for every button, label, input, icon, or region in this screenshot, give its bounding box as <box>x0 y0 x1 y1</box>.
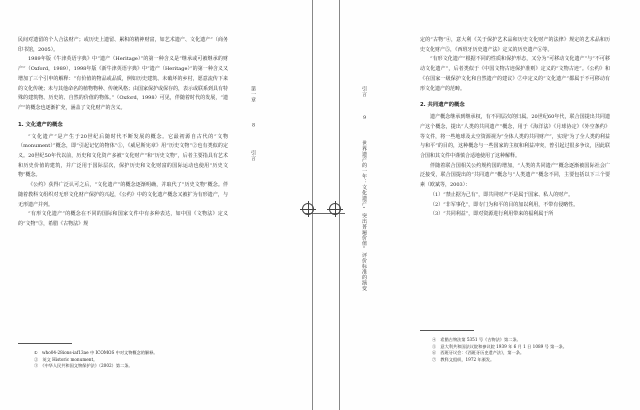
right-footnote: ⑦ 教科文组织，1972 年颁发。 <box>432 356 495 362</box>
left-section-heading: 1. 文化遗产的概念 <box>18 121 63 128</box>
left-paragraph-1: 民间对遗留的个人合法财产；或历史上遗留、累积的精神财富，如艺术遗产、文化遗产”（商务印书馆，2005）。 <box>18 37 228 53</box>
book-title: 世界遗产的一年：文化遗产“突出普遍价值”评价标准的演变 <box>361 140 367 291</box>
right-section-heading: 2. 共同遗产的概念 <box>420 102 465 109</box>
registration-mark-icon <box>302 203 314 215</box>
left-footnote-rule <box>18 343 72 344</box>
left-page-number: 8 <box>251 123 256 129</box>
right-list-item-1: （1）“禁止据为己有”，即共同财产不是属于国家、私人的财产。 <box>430 191 574 198</box>
left-paragraph-2: 1989年版《牛津英语字典》中“遗产（Heritage）”的第一种含义是“继承或可被继承的财产”（Oxford，1989），1998年版《新牛津英语字典》中“遗产（Heritage）”的第一种含义又增加了三个引申的解释：“有价值的物品或品质，例如历史建筑、未破坏的乡村，愿意流传下来的文化传统；未与其他命名的植物物种、传统风格；由国家保护或保存的，表示或联系到具有特殊的建筑物、历史的、自然的价值的物体。”（Oxford，1998）可见，伴随着时代的发展，“遗产”的概念也逐渐扩充，涵盖了文化财产的含义。 <box>18 56 229 111</box>
chapter-title: 引言 <box>250 150 256 161</box>
left-running-header <box>249 86 257 161</box>
right-footnotes <box>432 337 567 363</box>
right-paragraph-1: 定的“古物”④，意大利《关于保护艺术品和历史文化财产的法律》规定的艺术品和历史文化财产⑤，《西班牙历史遗产法》定义的历史遗产⑥等。 <box>420 37 610 53</box>
left-footnote: ② 英文 Historic monument。 <box>34 356 98 362</box>
right-footnote: ⑤ 意大利共和国法议院和参议院 1939 年 6 月 1 日 1089 号 第一条。 <box>432 343 567 349</box>
right-list-item-2: （2）“非军事化”，即专门为和平的目的加以利用，不带有侵略性。 <box>430 201 579 208</box>
left-section-paragraph-3: “有形文化遗产”的概念在不同的国际和国家文件中有多种表达，如中国《文物法》定义的“文物”③，希腊《古物法》规 <box>18 211 228 227</box>
right-list-item-3: （3）“共同利益”，即对资源进行利用带来的福利属于所 <box>430 211 554 218</box>
right-section-paragraph-1: 遗产概念继承到继承权，有不同层次的归属。20世纪60年代，联合国提出共同遗产这个概念，提出“人类的共同遗产”概念，用于《海洋法》《月球协定》《外空条约》等文件，将一些地球及太空资源视为“全体人类的共同财产”，实现“为了全人类的利益与和平”的目的，这种概念与一些国家的主权和利益冲突，曾引起过很多争议，因此联合国和其文件中谨慎合适地使用了这种解释。 <box>420 114 610 160</box>
left-footnote: ① who04-28ions-iaf13ae 中 ICOMOS 中对文物概念的解释。 <box>34 350 158 355</box>
left-section-paragraph-1: “文化遗产”是产生于20世纪后随时代不断发展的概念。它最初源自古代的“文物（monument）”概念，即“引起记忆的物体”①，《威尼斯宪章》用“历史文物”②也有类似的定义。20世纪50年代以前，历史和文化资产多被“文化财产”和“历史文物”，后者主要指具有艺术和历史价值的建筑，并广泛用于国际层次，保护历史和文化财富的国际运动也使用“历史文物”概念。 <box>18 133 228 179</box>
right-page-number: 9 <box>362 116 367 122</box>
series-label: 引言 <box>361 86 367 97</box>
right-page <box>420 36 610 220</box>
chapter-label: 第一章 <box>250 86 256 103</box>
left-page <box>18 36 228 230</box>
left-section-paragraph-2: 《公约》获得广泛认可之后，“文化遗产”的概念逐渐明确，并取代了“历史文物”概念。伴随着教科文组织对无形文化财产保护的兴起，《公约》中的文化遗产概念又被扩为有形遗产，与无形遗产并列。 <box>18 182 228 208</box>
right-footnote: ⑥ 西班牙议会：《西班牙历史遗产法》，第一条。 <box>432 350 525 356</box>
right-footnote-rule <box>420 330 474 331</box>
right-section-paragraph-2: 伴随着联合国相关公约规约国的增加，“人类的共同遗产”概念逐渐被国际社会广泛接受，联合国提出的“共同遗产”概念与“人类遗产”概念不同，主要包括以下三个要素（欧斌等，2003）： <box>420 162 610 189</box>
left-footnote: ③ 《中华人民共和国文物保护法》（2002）第二条。 <box>34 363 133 369</box>
right-paragraph-2: “有形文化遗产”根据不同的性质和保护形态，又分为“可移动文化遗产”与“不可移动文化遗产”，后者类似于《中国文物古迹保护准则》定义的“文物古迹”。《公约》和《在国家一级保护文化和自然遗产的建议》⑦中定义的“文化遗产”都属于不可移动有形文化遗产的范畴。 <box>420 56 610 92</box>
right-footnote: ④ 希腊古物法第 5351 号《古物法》第二条。 <box>432 337 521 342</box>
left-footnotes <box>34 350 158 370</box>
right-running-header <box>360 86 368 291</box>
registration-mark-icon <box>329 203 341 215</box>
